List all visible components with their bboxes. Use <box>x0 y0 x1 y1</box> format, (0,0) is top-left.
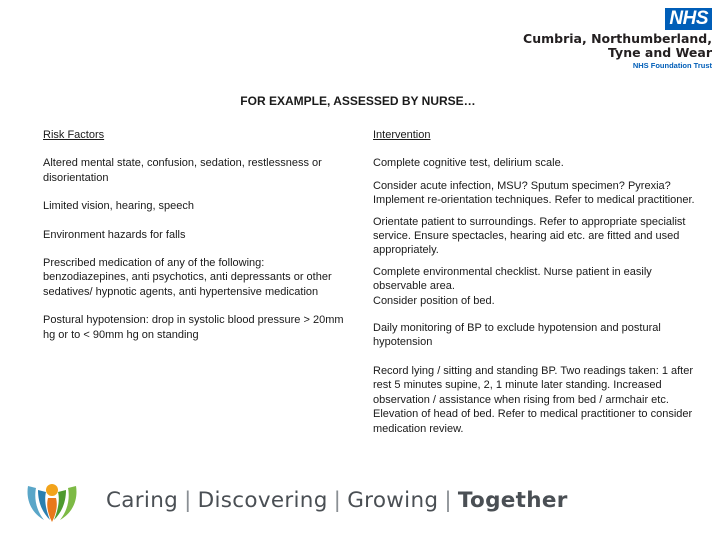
risk-factor-item: Environment hazards for falls <box>43 228 186 241</box>
risk-factor-item: Limited vision, hearing, speech <box>43 200 195 213</box>
intervention-item: Consider position of bed. <box>373 294 495 307</box>
intervention-item: Orientate patient to surroundings. Refer to appropriate specialist service. Ensure spectacles, hearing aid etc. are fitted and used appropriately. <box>373 215 686 257</box>
footer-word-growing: Growing <box>347 488 439 513</box>
footer-separator: | <box>444 488 452 513</box>
footer-word-caring: Caring <box>106 488 179 513</box>
people-leaf-icon <box>24 480 80 524</box>
intervention-column <box>373 128 708 450</box>
footer-separator: | <box>184 488 192 513</box>
risk-factors-column <box>43 128 348 356</box>
intervention-item: Consider acute infection, MSU? Sputum specimen? Pyrexia? Implement re-orientation techniques. Refer to medical practitioner. <box>373 179 695 207</box>
intervention-item: Complete environmental checklist. Nurse patient in easily observable area. <box>373 265 652 293</box>
intervention-item: Complete cognitive test, delirium scale. <box>373 157 564 170</box>
risk-factors-header: Risk Factors <box>43 129 105 141</box>
footer-values <box>106 488 568 513</box>
trust-subtitle: NHS Foundation Trust <box>632 61 712 70</box>
trust-name-line-1: Cumbria, Northumberland, <box>523 31 712 46</box>
footer-word-discovering: Discovering <box>197 488 328 513</box>
risk-factor-item: Prescribed medication of any of the following: benzodiazepines, anti psychotics, anti depressants or other sedatives/ hypnotic agents, anti hypertensive medication <box>43 257 332 298</box>
risk-factor-item: Postural hypotension: drop in systolic blood pressure > 20mm hg or to < 90mm hg on standing <box>43 314 344 341</box>
page-heading-text: FOR EXAMPLE, ASSESSED BY NURSE… <box>240 94 476 108</box>
intervention-header: Intervention <box>373 129 431 141</box>
trust-name-line-2: Tyne and Wear <box>608 45 712 60</box>
footer-separator: | <box>333 488 342 513</box>
footer-word-together: Together <box>457 488 568 513</box>
nhs-badge: NHS <box>665 8 712 30</box>
intervention-item: Daily monitoring of BP to exclude hypotension and postural hypotension <box>373 322 661 349</box>
footer-banner <box>0 478 720 528</box>
nhs-trust-logo <box>523 8 716 70</box>
page-heading <box>0 94 720 108</box>
risk-factor-item: Altered mental state, confusion, sedation, restlessness or disorientation <box>43 157 322 184</box>
intervention-item: Record lying / sitting and standing BP. Two readings taken: 1 after rest 5 minutes supine, 2, 1 minute later standing. Increased observation / assistance when rising from bed / armchair etc. Elevation of head of bed. Refer to medical practitioner to consider medication review. <box>373 364 694 435</box>
